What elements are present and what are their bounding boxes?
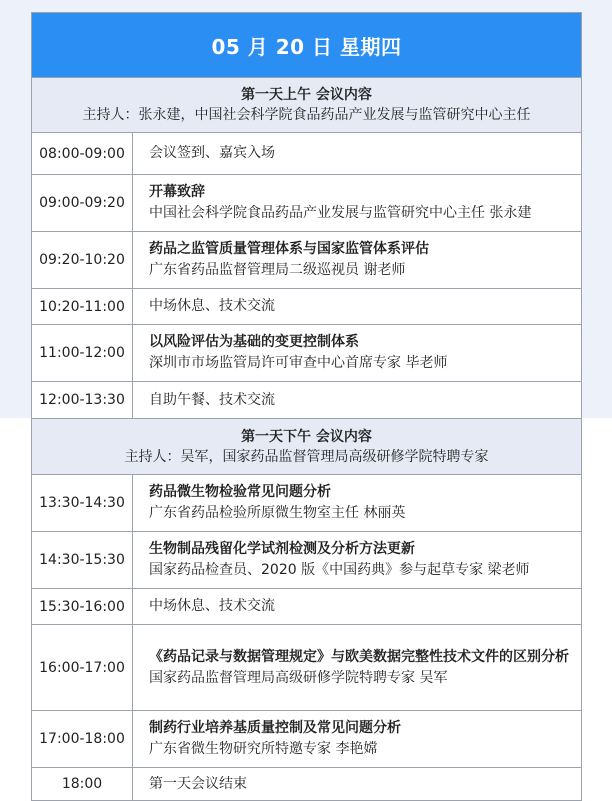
row-time: 09:00-09:20: [32, 175, 133, 231]
row-topic: 制药行业培养基质量控制及常见问题分析: [149, 720, 401, 736]
row-topic: 《药品记录与数据管理规定》与欧美数据完整性技术文件的区别分析: [149, 648, 569, 665]
table-row: [32, 133, 581, 175]
row-topic: 以风险评估为基础的变更控制体系: [149, 334, 359, 350]
row-time: 17:00-18:00: [32, 711, 133, 767]
row-content: [133, 232, 581, 288]
row-content: [133, 711, 581, 767]
row-plain: 自助午餐、技术交流: [149, 391, 275, 408]
row-topic: 开幕致辞: [149, 184, 205, 200]
section-header-morning: [32, 78, 581, 133]
row-speaker: 中国社会科学院食品药品产业发展与监管研究中心主任 张永建: [149, 205, 532, 221]
section-title: 第一天下午 会议内容: [241, 428, 372, 445]
row-plain: 第一天会议结束: [149, 775, 247, 792]
row-content: [133, 625, 581, 710]
row-time: 08:00-09:00: [32, 133, 133, 174]
row-time: 18:00: [32, 768, 133, 800]
row-plain: 中场休息、技术交流: [149, 298, 275, 314]
row-speaker: 国家药品监督管理局高级研修学院特聘专家 吴军: [149, 669, 448, 686]
table-row: [32, 589, 581, 625]
row-topic: 药品微生物检验常见问题分析: [149, 484, 331, 500]
row-content: [133, 382, 581, 418]
row-content: [133, 768, 581, 800]
row-speaker: 广东省药品检验所原微生物室主任 林丽英: [149, 505, 406, 521]
row-content: [133, 133, 581, 174]
row-speaker: 广东省药品监督管理局二级巡视员 谢老师: [149, 262, 406, 278]
table-row: [32, 325, 581, 382]
row-time: 09:20-10:20: [32, 232, 133, 288]
table-row: [32, 175, 581, 232]
row-time: 10:20-11:00: [32, 289, 133, 324]
section-host: 主持人：张永建，中国社会科学院食品药品产业发展与监管研究中心主任: [82, 107, 531, 123]
row-content: [133, 475, 581, 531]
row-time: 16:00-17:00: [32, 625, 133, 710]
row-plain: 中场休息、技术交流: [149, 598, 275, 614]
row-speaker: 深圳市市场监管局许可审查中心首席专家 毕老师: [149, 355, 448, 371]
section-title: 第一天上午 会议内容: [241, 87, 372, 103]
row-plain: 会议签到、嘉宾入场: [149, 145, 275, 161]
row-time: 15:30-16:00: [32, 589, 133, 624]
row-time: 13:30-14:30: [32, 475, 133, 531]
row-content: [133, 532, 581, 588]
table-row: [32, 768, 581, 800]
section-header-afternoon: [32, 419, 581, 475]
row-content: [133, 175, 581, 231]
date-header: 05 月 20 日 星期四: [32, 13, 581, 78]
table-row: [32, 289, 581, 325]
table-row: [32, 382, 581, 419]
section-host: 主持人：吴军，国家药品监督管理局高级研修学院特聘专家: [124, 448, 489, 465]
row-content: [133, 589, 581, 624]
schedule-table: [31, 12, 582, 801]
table-row: [32, 625, 581, 711]
row-content: [133, 289, 581, 324]
row-time: 11:00-12:00: [32, 325, 133, 381]
row-time: 14:30-15:30: [32, 532, 133, 588]
table-row: [32, 232, 581, 289]
row-content: [133, 325, 581, 381]
row-speaker: 广东省微生物研究所特邀专家 李艳嫦: [149, 741, 378, 757]
table-row: [32, 532, 581, 589]
table-row: [32, 711, 581, 768]
row-time: 12:00-13:30: [32, 382, 133, 418]
row-topic: 药品之监管质量管理体系与国家监管体系评估: [149, 241, 429, 257]
row-speaker: 国家药品检查员、2020 版《中国药典》参与起草专家 梁老师: [149, 562, 530, 578]
row-topic: 生物制品残留化学试剂检测及分析方法更新: [149, 541, 415, 557]
table-row: [32, 475, 581, 532]
